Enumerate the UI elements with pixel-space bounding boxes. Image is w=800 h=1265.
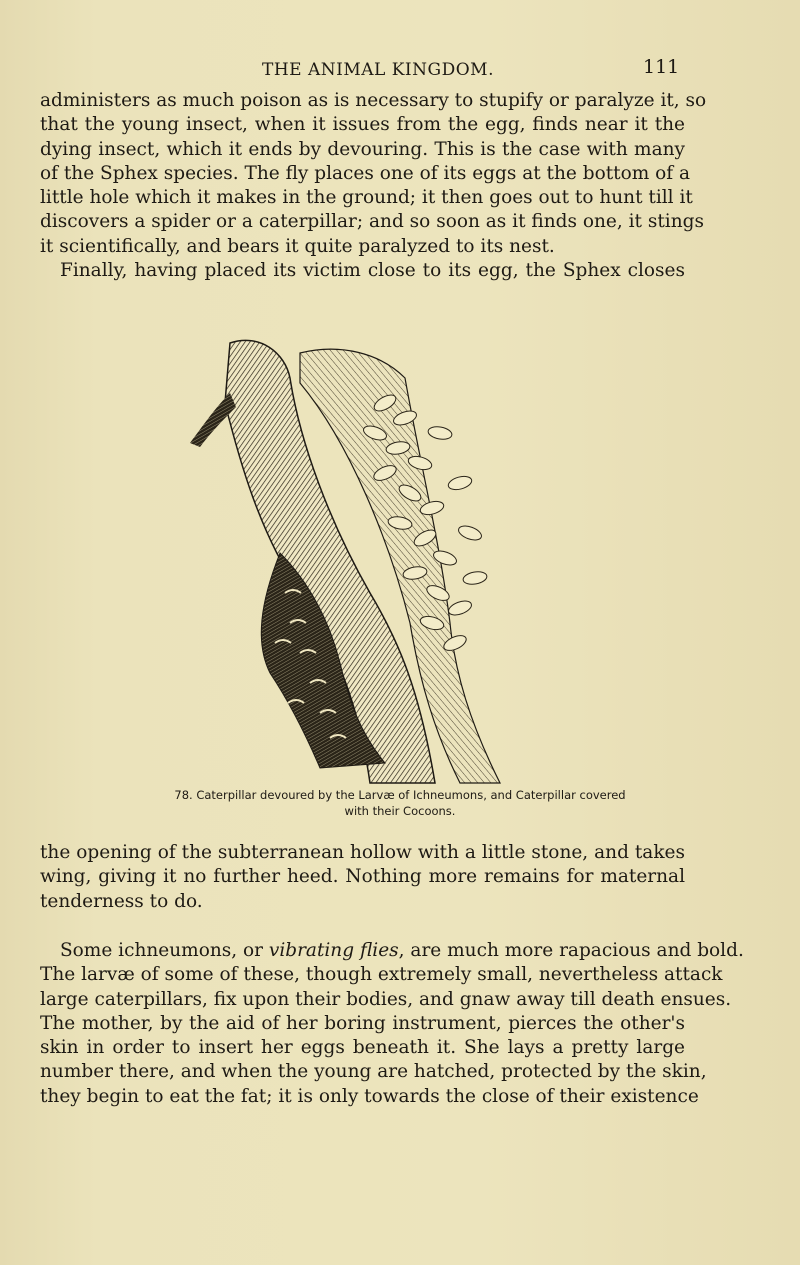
text-line: skin in order to insert her eggs beneath it. She lays a pretty large xyxy=(40,1037,685,1059)
paragraph-1 xyxy=(40,89,707,283)
text-line: administers as much poison as is necessary to stupify or paralyze it, so xyxy=(40,90,707,111)
page-number: 111 xyxy=(643,56,680,78)
text-line: tenderness to do. xyxy=(40,890,203,912)
text-line: Finally, having placed its victim close to its egg, the Sphex closes xyxy=(60,260,685,282)
text-line: discovers a spider or a caterpillar; and so soon as it finds one, it stings xyxy=(40,211,704,233)
caption-line: 78. Caterpillar devoured by the Larvæ of Ichneumons, and Caterpillar covered xyxy=(174,788,626,802)
text-run: Some ichneumons, or xyxy=(60,940,269,961)
text-line: The larvæ of some of these, though extremely small, nevertheless attack xyxy=(40,964,723,986)
text-line: dying insect, which it ends by devouring. This is the case with many xyxy=(40,138,685,160)
text-line: they begin to eat the fat; it is only towards the close of their existence xyxy=(40,1085,699,1107)
engraving-caterpillar-illustration xyxy=(170,323,620,788)
text-line: that the young insect, when it issues from the egg, finds near it the xyxy=(40,114,685,136)
paragraph-3 xyxy=(40,939,744,1109)
text-line: the opening of the subterranean hollow with a little stone, and takes xyxy=(40,842,685,863)
caption-line: with their Cocoons. xyxy=(344,804,456,818)
text-line: large caterpillars, fix upon their bodies, and gnaw away till death ensues. xyxy=(40,988,732,1010)
running-head xyxy=(0,56,800,84)
text-line: wing, giving it no further heed. Nothing more remains for maternal xyxy=(40,866,685,888)
text-line: number there, and when the young are hatched, protected by the skin, xyxy=(40,1061,707,1083)
italic-term: vibrating flies xyxy=(268,940,399,961)
text-line: it scientifically, and bears it quite paralyzed to its nest. xyxy=(40,235,555,257)
running-title: THE ANIMAL KINGDOM. xyxy=(262,60,494,80)
text-line: little hole which it makes in the ground; it then goes out to hunt till it xyxy=(40,187,693,209)
figure-caption xyxy=(110,787,690,819)
text-run: , are much more rapacious and bold. xyxy=(398,940,744,961)
illustration-svg xyxy=(170,323,620,788)
paragraph-2 xyxy=(40,841,685,914)
text-line: The mother, by the aid of her boring instrument, pierces the other's xyxy=(40,1012,685,1034)
text-line: of the Sphex species. The fly places one of its eggs at the bottom of a xyxy=(40,162,691,184)
text-line xyxy=(40,939,744,963)
